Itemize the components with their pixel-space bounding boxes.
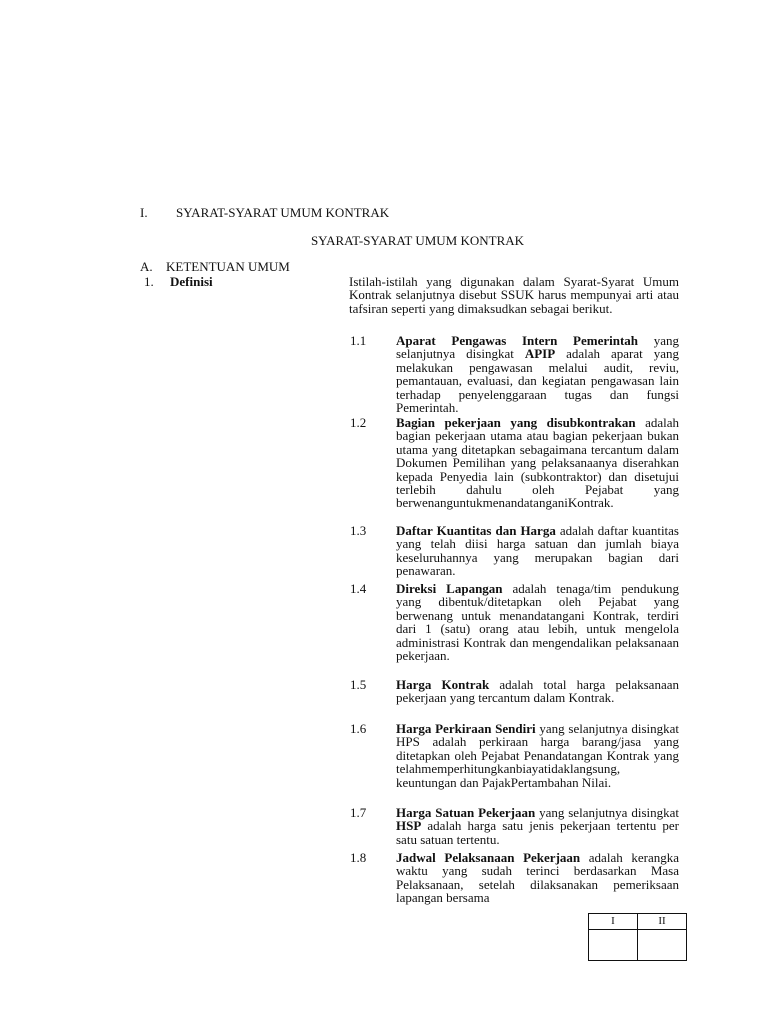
definition-text: adalah harga satu jenis pekerjaan tertentu per satu satuan tertentu. bbox=[396, 818, 679, 847]
definition-item-1-7 bbox=[396, 806, 679, 846]
item-number-1-5: 1.5 bbox=[350, 677, 367, 692]
definition-term: Harga Kontrak bbox=[396, 677, 490, 692]
item-number-1-3: 1.3 bbox=[350, 523, 367, 538]
item-number-1-2: 1.2 bbox=[350, 415, 367, 430]
definition-term: Direksi Lapangan bbox=[396, 581, 503, 596]
clause-number: 1. bbox=[144, 274, 154, 289]
definition-text: adalah bagian pekerjaan utama atau bagian pekerjaan bukan utama yang ditetapkan sebagaimana tercantum dalam Dokumen Pemilihan yang pelaksanaanya diserahkan kepada Penyedia lain (subkontraktor) dan disetujui terlebih dahulu oleh Pejabat yang berwenanguntukmenandatanganiKontrak. bbox=[396, 415, 679, 511]
definition-item-1-4 bbox=[396, 582, 679, 662]
paraf-cell-i bbox=[589, 930, 638, 961]
section-numeral: I. bbox=[140, 205, 148, 220]
definition-text: adalah aparat yang melakukan pengawasan melalui audit, reviu, pemantauan, evaluasi, dan kegiatan pengawasan lain terhadap penyelenggaraan tugas dan fungsi Pemerintah. bbox=[396, 346, 679, 416]
definition-item-1-1 bbox=[396, 334, 679, 414]
paraf-table bbox=[588, 913, 687, 961]
paraf-column-ii: II bbox=[638, 914, 687, 930]
paraf-cell-ii bbox=[638, 930, 687, 961]
definition-text: yang selanjutnya disingkat HPS adalah perkiraan harga barang/jasa yang ditetapkan oleh Pejabat Penandatangan Kontrak yang telahmemperhitungkanbiayatidaklangsung, keuntungan dan PajakPertambahan Nilai. bbox=[396, 721, 679, 790]
definition-term: Harga Satuan Pekerjaan bbox=[396, 805, 536, 820]
definition-text: adalah tenaga/tim pendukung yang dibentuk/ditetapkan oleh Pejabat yang berwenang untuk menandatangani Kontrak, terdiri dari 1 (satu) orang atau lebih, untuk mengelola administrasi Kontrak dan mengendalikan pelaksanaan pekerjaan. bbox=[396, 581, 680, 664]
part-title: KETENTUAN UMUM bbox=[166, 259, 290, 274]
document-title: SYARAT-SYARAT UMUM KONTRAK bbox=[310, 233, 525, 248]
definition-item-1-6 bbox=[396, 722, 679, 789]
definition-text: adalah daftar kuantitas yang telah diisi harga satuan dan jumlah biaya keseluruhannya yang merupakan bagian dari penawaran. bbox=[396, 523, 679, 579]
definition-item-1-8 bbox=[396, 851, 679, 905]
clause-title: Definisi bbox=[170, 274, 213, 289]
definition-item-1-2 bbox=[396, 416, 679, 510]
definition-abbr: APIP bbox=[524, 346, 556, 362]
item-number-1-6: 1.6 bbox=[350, 721, 367, 736]
definition-term: Jadwal Pelaksanaan Pekerjaan bbox=[396, 850, 581, 865]
clause-intro: Istilah-istilah yang digunakan dalam Syarat-Syarat Umum Kontrak selanjutnya disebut SSUK harus mempunyai arti atau tafsiran seperti yang dimaksudkan sebagai berikut. bbox=[349, 274, 679, 316]
definition-item-1-5 bbox=[396, 678, 679, 705]
item-number-1-1: 1.1 bbox=[350, 333, 367, 348]
definition-item-1-3 bbox=[396, 524, 679, 578]
item-number-1-7: 1.7 bbox=[350, 805, 367, 820]
definition-abbr: HSP bbox=[396, 818, 422, 834]
definition-term: Bagian pekerjaan yang disubkontrakan bbox=[396, 415, 636, 430]
item-number-1-4: 1.4 bbox=[350, 581, 367, 596]
definition-text: adalah kerangka waktu yang sudah terinci berdasarkan Masa Pelaksanaan, setelah dilaksanakan pemeriksaan lapangan bersama bbox=[396, 850, 679, 906]
definition-text: yang selanjutnya disingkat bbox=[396, 333, 679, 362]
definition-term: Harga Perkiraan Sendiri bbox=[396, 721, 536, 736]
definition-term: Aparat Pengawas Intern Pemerintah bbox=[396, 333, 639, 348]
paraf-column-i: I bbox=[589, 914, 638, 930]
item-number-1-8: 1.8 bbox=[350, 850, 367, 865]
section-title: SYARAT-SYARAT UMUM KONTRAK bbox=[176, 205, 390, 220]
part-letter: A. bbox=[140, 259, 153, 274]
definition-text: adalah total harga pelaksanaan pekerjaan yang tercantum dalam Kontrak. bbox=[396, 677, 679, 706]
definition-text: yang selanjutnya disingkat bbox=[535, 805, 680, 820]
definition-term: Daftar Kuantitas dan Harga bbox=[396, 523, 556, 538]
